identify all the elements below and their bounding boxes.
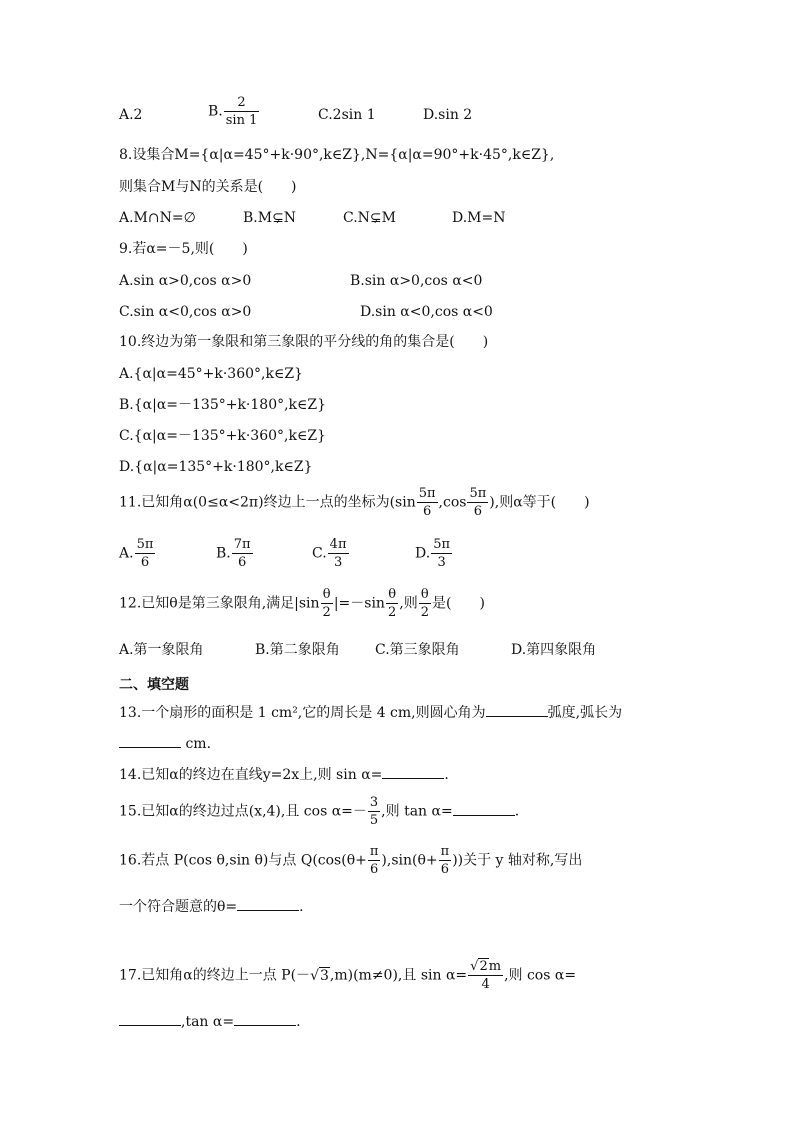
q17-blank-cos[interactable] — [119, 1024, 181, 1026]
q10-option-d: D.{α|α=135°+k·180°,k∈Z} — [119, 459, 313, 475]
q13-line2: cm. — [119, 737, 211, 751]
q7-b-fraction: $\frac{2}{\sin 1}$ — [225, 95, 258, 128]
q9-option-a: A.sin α>0,cos α>0 — [119, 273, 252, 289]
q8-option-b: B.M⊊N — [243, 210, 297, 226]
q17-sqrt-2: √2 — [470, 959, 488, 974]
q7-option-d: D.sin 2 — [423, 107, 473, 123]
q8-option-a: A.M∩N=∅ — [119, 210, 196, 226]
q14-blank[interactable] — [382, 777, 444, 779]
q11-option-d: D. $\frac{5\pi}{3}$ — [415, 537, 451, 570]
q8-option-c: C.N⊊M — [343, 210, 396, 226]
q11-fraction-sin: $\frac{5\pi}{6}$ — [418, 486, 436, 519]
q11-c-fraction: $\frac{4\pi}{3}$ — [329, 537, 347, 570]
q11-fraction-cos: $\frac{5\pi}{6}$ — [469, 486, 487, 519]
q17-blank-tan[interactable] — [234, 1024, 296, 1026]
q16-blank[interactable] — [237, 909, 299, 911]
q15-stem: 15.已知α的终边过点(x,4),且 cos α=－ $\frac{3}{5}$ ,则 tan α= . — [119, 795, 520, 828]
q7-option-c: C.2sin 1 — [318, 107, 376, 123]
q7-option-b: B. $\frac{2}{\sin 1}$ — [208, 95, 258, 128]
q15-blank[interactable] — [453, 814, 515, 816]
q12-fraction-1: $\frac{\theta}{2}$ — [322, 587, 331, 620]
q10-option-c: C.{α|α=－135°+k·360°,k∈Z} — [119, 428, 326, 444]
q17-stem-line1: 17.已知角α的终边上一点 P(－√3,m)(m≠0),且 sin α= $\frac{√2m}{4}$ ,则 cos α= — [119, 959, 577, 992]
q17-sqrt-3: √3 — [310, 967, 329, 984]
q9-option-b: B.sin α>0,cos α<0 — [350, 273, 483, 289]
q16-fraction-2: $\frac{\pi}{6}$ — [440, 844, 450, 877]
q8-stem-line1: 8.设集合M={α|α=45°+k·90°,k∈Z},N={α|α=90°+k·45°,k∈Z}, — [119, 147, 555, 163]
q11-option-c: C. $\frac{4\pi}{3}$ — [312, 537, 347, 570]
q8-option-d: D.M=N — [452, 210, 506, 226]
q10-stem: 10.终边为第一象限和第三象限的平分线的角的集合是( ) — [119, 334, 489, 350]
q11-option-b: B. $\frac{7\pi}{6}$ — [216, 537, 251, 570]
q13-blank-angle[interactable] — [486, 715, 548, 717]
q12-option-d: D.第四象限角 — [511, 642, 597, 658]
q12-stem: 12.已知θ是第三象限角,满足|sin $\frac{\theta}{2}$ |=－sin $\frac{\theta}{2}$ ,则 $\frac{\theta}{2}$ 是( ) — [119, 587, 485, 620]
section-heading-fill-in: 二、填空题 — [119, 677, 189, 693]
q12-fraction-2: $\frac{\theta}{2}$ — [387, 587, 397, 620]
q11-stem: 11.已知角α(0≤α<2π)终边上一点的坐标为(sin $\frac{5\pi}{6}$ ,cos $\frac{5\pi}{6}$ ),则α等于( ) — [119, 486, 590, 519]
q11-option-a: A. $\frac{5\pi}{6}$ — [119, 537, 154, 570]
q16-stem-line2: 一个符合题意的θ= . — [119, 899, 304, 915]
q12-option-a: A.第一象限角 — [119, 642, 204, 658]
q12-option-b: B.第二象限角 — [255, 642, 340, 658]
q13-line1: 13.一个扇形的面积是 1 cm²,它的周长是 4 cm,则圆心角为 弧度,弧长为 — [119, 705, 623, 721]
q10-option-b: B.{α|α=－135°+k·180°,k∈Z} — [119, 397, 327, 413]
q11-a-fraction: $\frac{5\pi}{6}$ — [136, 537, 154, 570]
q17-fraction: $\frac{√2m}{4}$ — [470, 959, 502, 992]
q9-option-d: D.sin α<0,cos α<0 — [360, 304, 493, 320]
q15-fraction: $\frac{3}{5}$ — [369, 795, 379, 828]
q11-d-fraction: $\frac{5\pi}{3}$ — [433, 537, 451, 570]
q12-option-c: C.第三象限角 — [375, 642, 460, 658]
q9-stem: 9.若α=－5,则( ) — [119, 241, 248, 257]
q8-stem-line2: 则集合M与N的关系是( ) — [119, 179, 297, 195]
q16-fraction-1: $\frac{\pi}{6}$ — [369, 844, 379, 877]
q11-b-fraction: $\frac{7\pi}{6}$ — [233, 537, 251, 570]
q16-stem-line1: 16.若点 P(cos θ,sin θ)与点 Q(cos(θ+ $\frac{\pi}{6}$ ),sin(θ+ $\frac{\pi}{6}$ ))关于 y 轴对称,写出 — [119, 844, 583, 877]
q12-fraction-3: $\frac{\theta}{2}$ — [420, 587, 429, 620]
q7-option-a: A.2 — [119, 107, 143, 123]
q10-option-a: A.{α|α=45°+k·360°,k∈Z} — [119, 366, 303, 382]
q9-option-c: C.sin α<0,cos α>0 — [119, 304, 252, 320]
q13-blank-arc[interactable] — [119, 746, 181, 748]
q14-stem: 14.已知α的终边在直线y=2x上,则 sin α= . — [119, 767, 449, 783]
q17-stem-line2: ,tan α= . — [119, 1015, 301, 1029]
